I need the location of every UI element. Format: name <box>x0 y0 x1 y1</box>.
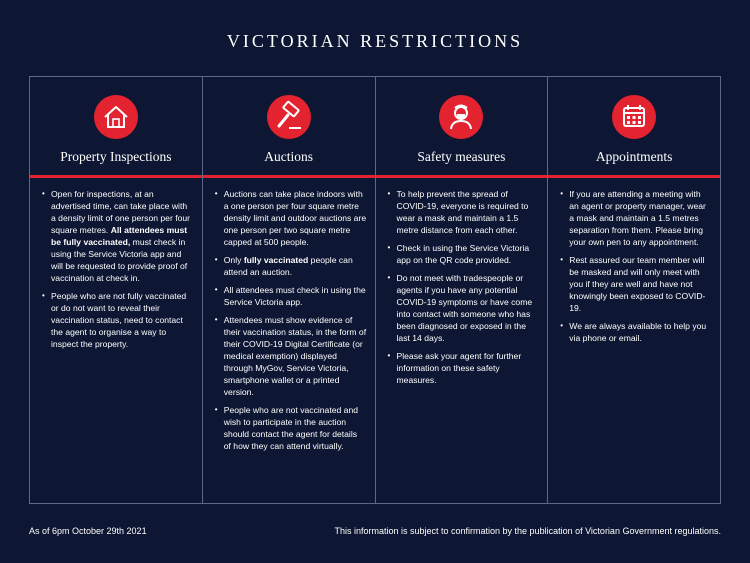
bullet-item <box>42 290 194 350</box>
bullet-list <box>203 178 375 452</box>
column-safety-measures <box>376 77 549 503</box>
bullet-list <box>376 178 548 386</box>
bullet-item <box>42 188 194 284</box>
page-title: VICTORIAN RESTRICTIONS <box>226 31 524 51</box>
bullet-item <box>560 254 712 314</box>
bullet-item <box>215 404 367 452</box>
bullet-item <box>215 254 367 278</box>
bullet-text: Please ask your agent for further information on these safety measures. <box>396 351 522 385</box>
date-note: As of 6pm October 29th 2021 <box>29 526 147 536</box>
bullet-text: To help prevent the spread of COVID-19, everyone is required to wear a mask and maintain a 1.5 metre distance from each other. <box>396 189 529 235</box>
bullet-item <box>388 350 540 386</box>
bullet-text: If you are attending a meeting with an agent or property manager, wear a mask and maintain a 1.5 metres separation from them. Please bring your own pen to any appointment. <box>569 189 706 247</box>
bullet-text: People who are not vaccinated and wish to participate in the auction should contact the agent for details of how they can attend virtually. <box>223 405 359 451</box>
column-header <box>548 77 720 178</box>
bullet-text: Auctions can take place indoors with a one person per four square metre density limit and outdoor auctions are one person per two square metre capped at 500 people. <box>223 189 367 247</box>
bullet-item <box>388 272 540 344</box>
bullet-text: Check in using the Service Victoria app on the QR code provided. <box>396 243 530 265</box>
bullet-item <box>215 188 367 248</box>
bullet-text: must check in using the Service Victoria app and will be requested to provide proof of vaccination at check in. <box>51 237 188 283</box>
masked-person-icon <box>439 95 483 139</box>
calendar-icon <box>612 95 656 139</box>
bullet-text: people can attend an auction. <box>223 255 353 277</box>
bullet-text: Rest assured our team member will be masked and will only meet with you if they are well and have not knowingly been exposed to COVID-19. <box>569 255 706 313</box>
bullet-item <box>388 242 540 266</box>
column-title: Auctions <box>264 149 313 164</box>
column-appointments <box>548 77 720 503</box>
column-title: Property Inspections <box>60 149 172 164</box>
column-property-inspections <box>30 77 203 503</box>
bullet-list <box>548 178 720 344</box>
column-header <box>203 77 375 178</box>
bullet-item <box>560 320 712 344</box>
bullet-item <box>215 284 367 308</box>
bullet-text: Do not meet with tradespeople or agents if you have any potential COVID-19 symptoms or have come into contact with someone who has been diagnosed or exposed in the last 14 days. <box>396 273 533 343</box>
bullet-list <box>30 178 202 350</box>
disclaimer: This information is subject to confirmation by the publication of Victorian Government regulations. <box>334 526 721 536</box>
bullet-item <box>215 314 367 398</box>
bullet-text: We are always available to help you via phone or email. <box>569 321 707 343</box>
bullet-text: All attendees must check in using the Service Victoria app. <box>223 285 366 307</box>
restrictions-grid <box>29 76 721 504</box>
gavel-icon <box>267 95 311 139</box>
column-title: Safety measures <box>417 149 506 164</box>
column-auctions <box>203 77 376 503</box>
bullet-text: Attendees must show evidence of their vaccination status, in the form of their COVID-19 Digital Certificate (or medical exemption) displayed through MyGov, Service Victoria, smartphone wallet or a printed version. <box>223 315 367 397</box>
column-header <box>30 77 202 178</box>
bullet-item <box>388 188 540 236</box>
column-header <box>376 77 548 178</box>
bullet-bold-text: fully vaccinated <box>243 255 309 265</box>
bullet-text: Open for inspections, at an advertised time, can take place with a density limit of one person per four square metres. <box>51 189 191 235</box>
bullet-text: Only <box>223 255 244 265</box>
house-icon <box>94 95 138 139</box>
column-title: Appointments <box>595 149 673 164</box>
bullet-item <box>560 188 712 248</box>
bullet-text: People who are not fully vaccinated or do not want to reveal their vaccination status, need to contact the agent to organise a way to inspect the property. <box>51 291 187 349</box>
bullet-bold-text: All attendees must be fully vaccinated, <box>51 225 188 247</box>
